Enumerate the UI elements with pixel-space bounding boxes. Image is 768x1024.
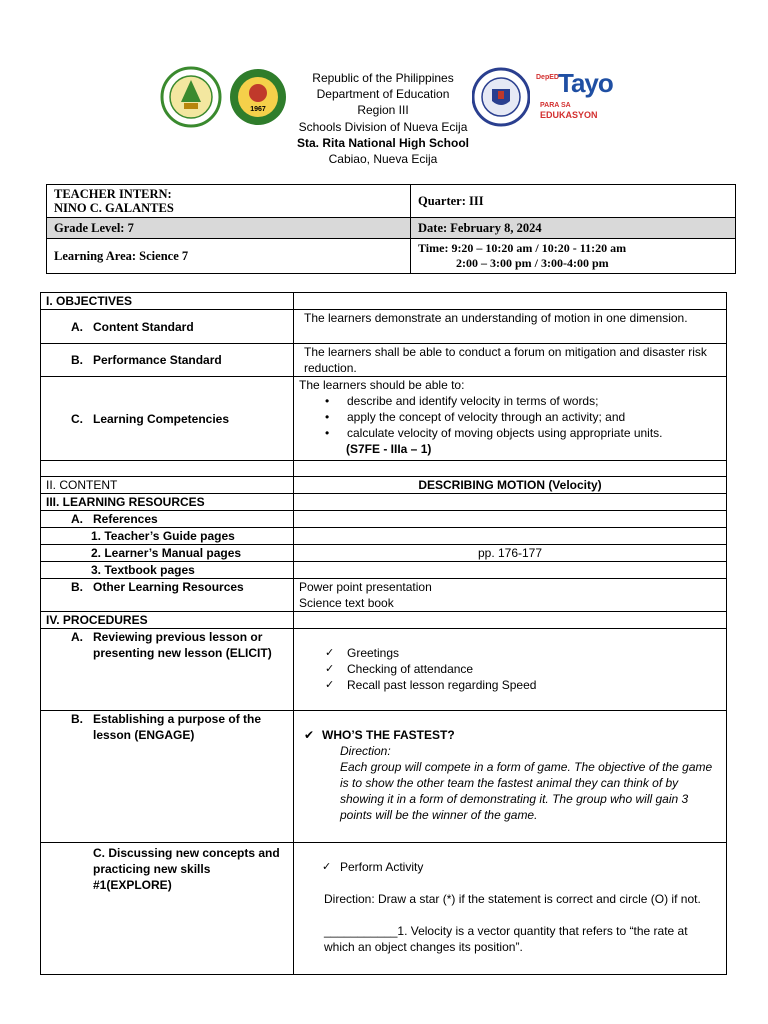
other-resources-value [294,579,727,612]
letterhead-line-3: Region III [357,103,409,118]
teacher-label: TEACHER INTERN: [54,187,172,201]
competencies-list [299,393,721,441]
proc-a-value [294,629,727,711]
time-line-1: Time: 9:20 – 10:20 am / 10:20 - 11:20 am [418,241,627,255]
school-address: Cabiao, Nueva Ecija [328,152,438,167]
check-icon: ✔ [304,728,315,742]
letterhead-line-4: Schools Division of Nueva Ecija [298,119,468,134]
resource-item: Science text book [299,596,394,610]
competencies-value [294,377,727,461]
time-cell [411,239,736,274]
learning-area-cell: Learning Area: Science 7 [47,239,411,274]
content-standard-label: A. Content Standard [41,310,294,344]
competency-item: • describe and identify velocity in terms of words; [347,393,721,409]
proc-b-direction: Direction: [340,744,391,758]
grade-level-cell: Grade Level: 7 [47,218,411,239]
resource-item: Power point presentation [299,580,432,594]
date-cell: Date: February 8, 2024 [411,218,736,239]
tayo-word: Tayo [558,68,613,98]
competency-item: • apply the concept of velocity through an activity; and [347,409,721,425]
letterhead [270,70,496,167]
references-label: A. References [41,511,294,528]
resources-heading: III. LEARNING RESOURCES [41,494,294,511]
tayo-para: PARA SA [540,102,571,109]
proc-c-label: C. Discussing new concepts and practicing new skills #1(EXPLORE) [41,843,294,975]
spacer-cell [294,461,727,477]
proc-b-title-row [304,727,721,743]
proc-a-label: A. Reviewing previous lesson or presenting new lesson (ELICIT) [41,629,294,711]
empty-cell [294,612,727,629]
empty-cell [294,528,727,545]
performance-standard-label: B. Performance Standard [41,344,294,377]
teacher-cell [47,185,411,218]
content-heading: II. CONTENT [41,477,294,494]
proc-b-label: B. Establishing a purpose of the lesson (ENGAGE) [41,711,294,843]
spacer-cell [41,461,294,477]
learners-manual-label: 2. Learner’s Manual pages [41,545,294,562]
letterhead-line-2: Department of Education [316,87,450,102]
content-standard-value: The learners demonstrate an understanding of motion in one dimension. [294,310,727,344]
proc-c-item-1: ___________1. Velocity is a vector quantity that refers to “the rate at which an object changes its position”. [324,924,688,954]
proc-c-title-row [324,859,721,875]
competency-code: (S7FE - IIIa – 1) [346,442,432,456]
proc-c-direction: Direction: Draw a star (*) if the statement is correct and circle (O) if not. [324,892,701,906]
competencies-label: C. Learning Competencies [41,377,294,461]
other-resources-label: B. Other Learning Resources [41,579,294,612]
lesson-plan-table [40,292,727,975]
proc-a-item: ✓ Checking of attendance [347,661,721,677]
quarter-cell: Quarter: III [411,185,736,218]
empty-cell [294,293,727,310]
empty-cell [294,494,727,511]
competencies-intro: The learners should be able to: [299,378,465,392]
school-name: Sta. Rita National High School [296,135,469,150]
empty-cell [294,562,727,579]
letterhead-line-1: Republic of the Philippines [312,71,454,85]
competency-item: • calculate velocity of moving objects using appropriate units. [347,425,721,441]
check-icon: ✓ [322,861,332,873]
time-line-2: 2:00 – 3:00 pm / 3:00-4:00 pm [456,256,609,270]
textbook-label: 3. Textbook pages [41,562,294,579]
proc-a-list [299,645,721,693]
learners-manual-pages: pp. 176-177 [294,545,727,562]
deped-seal-logo [156,66,226,128]
proc-c-title: Perform Activity [340,860,424,874]
procedures-heading: IV. PROCEDURES [41,612,294,629]
teachers-guide-label: 1. Teacher’s Guide pages [41,528,294,545]
school-seal-year: 1967 [250,106,266,113]
tayo-edukasyon: EDUKASYON [540,110,598,120]
proc-a-item: ✓ Greetings [347,645,721,661]
proc-c-value [294,843,727,975]
teacher-info-table [46,184,736,274]
deped-tayo-logo [536,70,616,126]
teacher-name: NINO C. GALANTES [54,201,174,215]
proc-b-title: WHO’S THE FASTEST? [322,728,455,742]
proc-b-value [294,711,727,843]
content-topic: DESCRIBING MOTION (Velocity) [294,477,727,494]
proc-a-item: ✓ Recall past lesson regarding Speed [347,677,721,693]
tayo-deped-label: DepED [536,74,559,81]
empty-cell [294,511,727,528]
objectives-heading: I. OBJECTIVES [41,293,294,310]
proc-b-text: Each group will compete in a form of game. The objective of the game is to show the other team the fastest animal they can think of by showing it in a form of demonstrating it. The group who will gain 3 points will be the winner of the game. [340,760,713,822]
performance-standard-value: The learners shall be able to conduct a forum on mitigation and disaster risk reduction. [294,344,727,377]
